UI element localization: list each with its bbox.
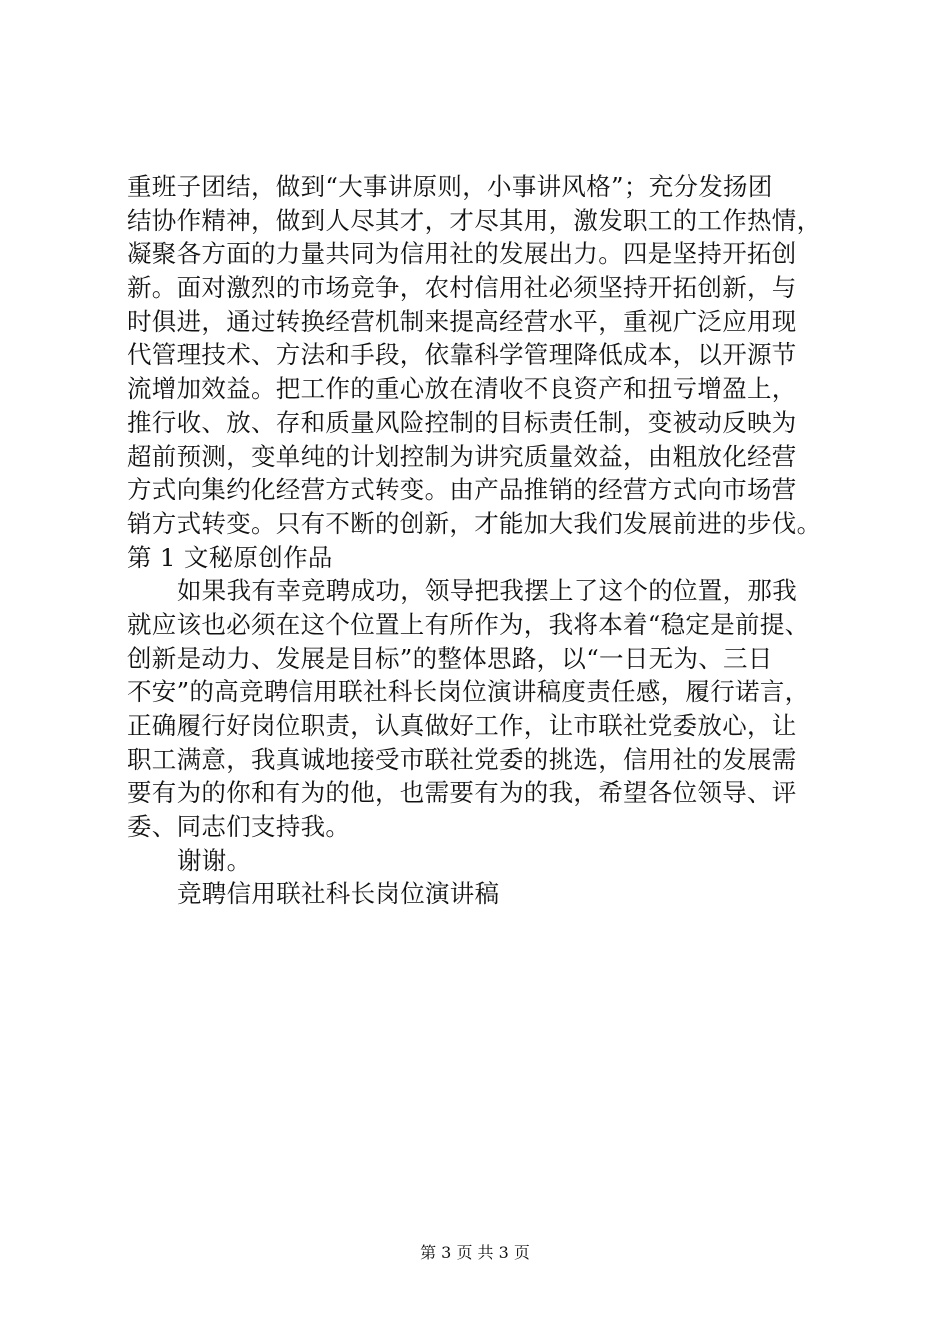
text-line: 重班子团结，做到“大事讲原则，小事讲风格”；充分发扬团 bbox=[127, 172, 773, 201]
document-title-line: 竞聘信用联社科长岗位演讲稿 bbox=[177, 879, 500, 909]
page-footer bbox=[0, 1243, 950, 1263]
text-line: 不安”的高竞聘信用联社科长岗位演讲稿度责任感，履行诺言， bbox=[127, 677, 810, 707]
text-line: 时俱进，通过转换经营机制来提高经营水平，重视广泛应用现 bbox=[127, 306, 797, 336]
text-line: 职工满意，我真诚地接受市联社党委的挑选，信用社的发展需 bbox=[127, 744, 797, 774]
text-line: 就应该也必须在这个位置上有所作为，我将本着“稳定是前提、 bbox=[127, 609, 810, 639]
closing-thanks: 谢谢。 bbox=[177, 845, 252, 875]
text-line: 创新是动力、发展是目标”的整体思路，以“一日无为、三日 bbox=[127, 643, 773, 673]
text-line: 要有为的你和有为的他，也需要有为的我，希望各位领导、评 bbox=[127, 778, 797, 808]
text-line: 正确履行好岗位职责，认真做好工作，让市联社党委放心，让 bbox=[127, 711, 797, 740]
text-line: 新。面对激烈的市场竞争，农村信用社必须坚持开拓创新，与 bbox=[127, 273, 797, 303]
document-body bbox=[127, 170, 827, 911]
text-line: 流增加效益。把工作的重心放在清收不良资产和扭亏增盈上， bbox=[127, 374, 797, 404]
paragraph-first-line: 如果我有幸竞聘成功，领导把我摆上了这个的位置，那我 bbox=[177, 576, 797, 606]
text-line: 销方式转变。只有不断的创新，才能加大我们发展前进的步伐。 bbox=[127, 508, 822, 538]
page-number-label: 第 3 页 共 3 页 bbox=[420, 1243, 530, 1262]
text-line: 凝聚各方面的力量共同为信用社的发展出力。四是坚持开拓创 bbox=[127, 239, 797, 269]
text-line: 代管理技术、方法和手段，依靠科学管理降低成本，以开源节 bbox=[127, 340, 797, 370]
text-line: 推行收、放、存和质量风险控制的目标责任制，变被动反映为 bbox=[127, 407, 797, 437]
text-line: 结协作精神，做到人尽其才，才尽其用，激发职工的工作热情， bbox=[127, 205, 822, 235]
text-line: 方式向集约化经营方式转变。由产品推销的经营方式向市场营 bbox=[127, 475, 797, 505]
text-line: 第 1 文秘原创作品 bbox=[127, 542, 333, 572]
text-line: 委、同志们支持我。 bbox=[127, 812, 351, 842]
text-line: 超前预测，变单纯的计划控制为讲究质量效益，由粗放化经营 bbox=[127, 441, 797, 471]
